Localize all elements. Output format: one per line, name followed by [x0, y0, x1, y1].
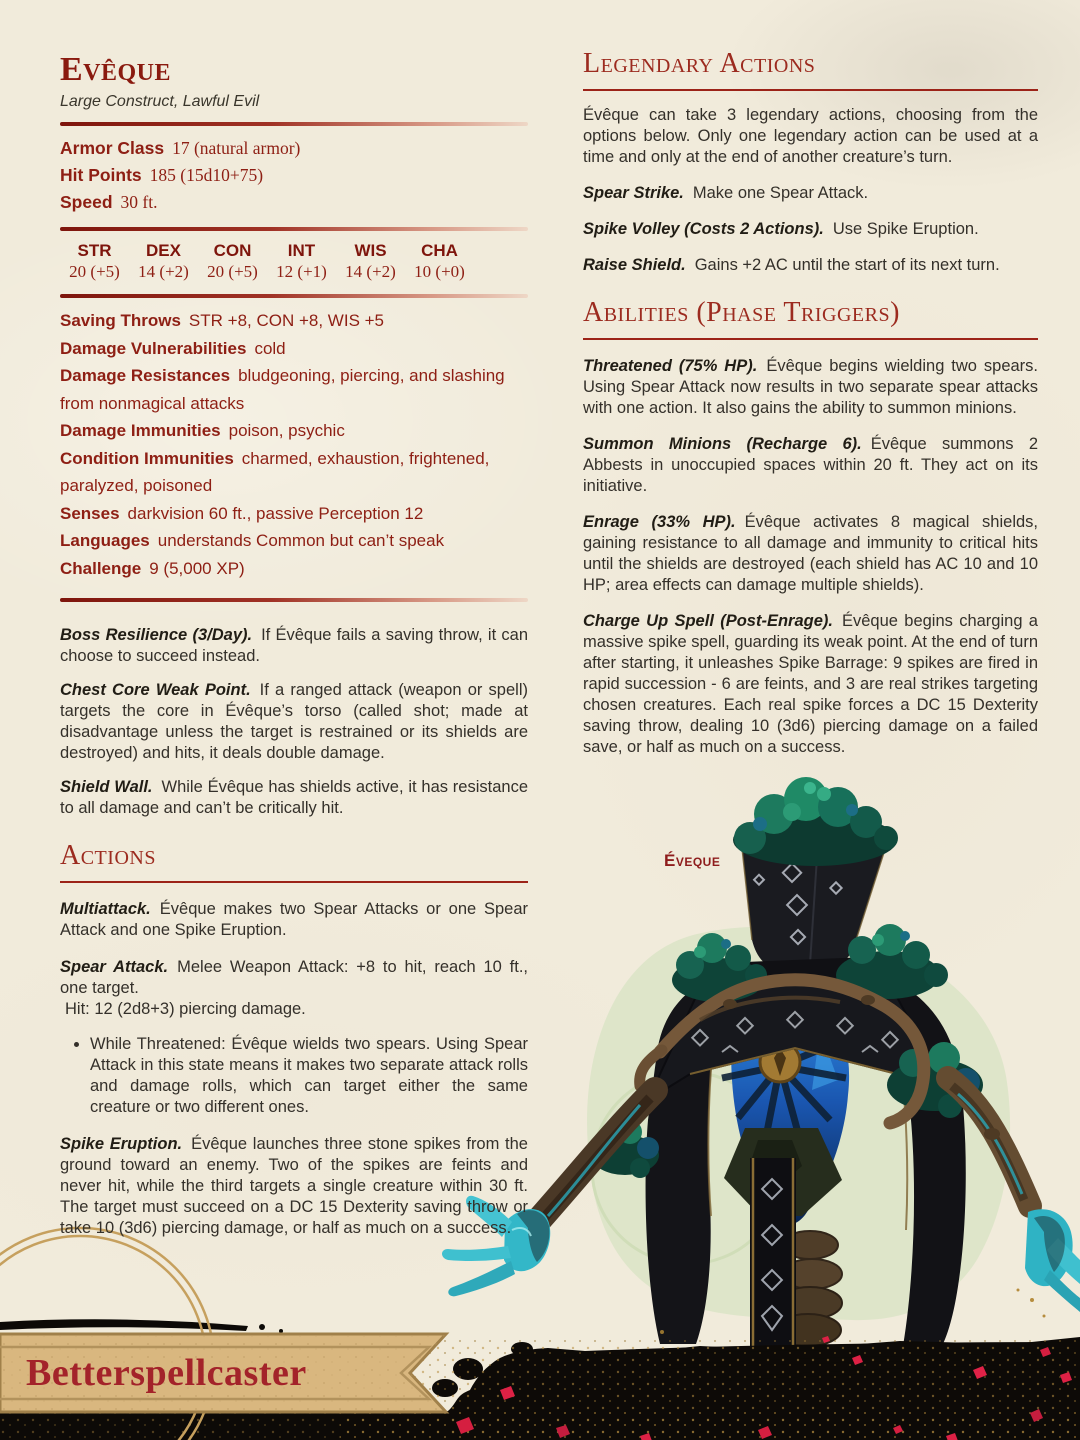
action-spike-eruption: Spike Eruption. Évêque launches three stone spikes from the ground toward an enemy. Two of the spikes are feints and never hit, while the third targets a single creature within 30 ft. The target must succeed on a DC 15 Dexterity saving throw or take 10 (3d6) piercing damage, or half as much on a success. — [60, 1135, 528, 1237]
phase-summon-minions: Summon Minions (Recharge 6). Évêque summons 2 Abbests in unoccupied spaces within 20 ft. They act on its initiative. — [583, 435, 1038, 495]
credit-banner-label: Betterspellcaster — [26, 1352, 307, 1394]
phase-threatened: Threatened (75% HP). Évêque begins wielding two spears. Using Spear Attack now results in two separate spear attacks with one action. It also gains the ability to summon minions. — [583, 357, 1039, 417]
condition-immunities-line: Condition Immunities charmed, exhaustion, frightened, paralyzed, poisoned — [60, 448, 490, 495]
legendary-actions-header: Legendary Actions — [583, 48, 816, 79]
creature-image-label: Éveque — [664, 851, 721, 870]
ability-con: CON 20 (+5) — [207, 241, 258, 281]
section-rule — [583, 89, 1038, 91]
left-column — [60, 52, 528, 1239]
legendary-intro: Évêque can take 3 legendary actions, choosing from the options below. Only one legendary action can be used at a time and only at the end of another creature’s turn. — [583, 106, 1038, 166]
action-spear-attack: Spear Attack. Melee Weapon Attack: +8 to hit, reach 10 ft., one target. Hit: 12 (2d8+3) piercing damage. • While Threatened: Évêque wields two spears. Using Spear Attack in this state means it makes two separate attack rolls and damage rolls, which can target either the same creature or two different ones. — [60, 957, 528, 1118]
armor-class-line: Armor Class 17 (natural armor) — [60, 138, 301, 158]
threatened-note: • While Threatened: Évêque wields two spears. Using Spear Attack in this state means it makes two separate attack rolls and damage rolls, which can target either the same creature or two different ones. — [90, 1034, 528, 1118]
trait-chest-core: Chest Core Weak Point. If a ranged attack (weapon or spell) targets the core in Évêque’s torso (called shot; made at disadvantage unless the target is restrained or its shields are destroyed) and hits, it deals double damage. — [60, 681, 528, 762]
senses-line: Senses darkvision 60 ft., passive Perception 12 — [60, 503, 424, 523]
phase-abilities-header: Abilities (Phase Triggers) — [583, 297, 900, 328]
tapered-divider — [60, 294, 528, 298]
ability-dex: DEX 14 (+2) — [138, 241, 189, 281]
phase-charge-up-spell: Charge Up Spell (Post-Enrage). Évêque begins charging a massive spike spell, guarding its weak point. At the end of turn after starting, it unleashes Spike Barrage: 9 spikes are fired in rapid succession - 6 are feints, and 3 are real strikes targeting chosen creatures. Each real spike forces a DC 15 Dexterity saving throw, dealing 10 (3d6) piercing damage on a failed save, or half as much on a success. — [583, 612, 1038, 756]
actions-header: Actions — [60, 840, 156, 871]
runic-stole — [750, 1158, 796, 1354]
saving-throws-line: Saving Throws STR +8, CON +8, WIS +5 — [60, 311, 385, 330]
ability-wis: WIS 14 (+2) — [345, 241, 396, 281]
spear-attack-hit-line: Hit: 12 (2d8+3) piercing damage. — [65, 1000, 306, 1018]
tapered-divider — [60, 598, 528, 602]
challenge-line: Challenge 9 (5,000 XP) — [60, 558, 245, 578]
spear-attack-notes — [60, 1034, 528, 1118]
legendary-spear-strike: Spear Strike. Make one Spear Attack. — [583, 184, 869, 202]
hit-points-line: Hit Points 185 (15d10+75) — [60, 165, 264, 185]
legendary-spike-volley: Spike Volley (Costs 2 Actions). Use Spike Eruption. — [583, 220, 979, 238]
moss-cap — [733, 777, 898, 866]
action-multiattack: Multiattack. Évêque makes two Spear Attacks or one Spear Attack and one Spike Eruption. — [60, 900, 528, 939]
tapered-divider — [60, 227, 528, 231]
languages-line: Languages understands Common but can’t speak — [60, 531, 445, 550]
ability-scores — [60, 240, 478, 283]
right-column — [583, 48, 1038, 771]
damage-immunities-line: Damage Immunities poison, psychic — [60, 421, 345, 440]
ability-int: INT 12 (+1) — [276, 241, 327, 281]
creature-name: Evêque — [60, 51, 172, 88]
damage-resistances-line: Damage Resistances bludgeoning, piercing, and slashing from nonmagical attacks — [60, 366, 505, 413]
property-list — [60, 307, 528, 582]
speed-line: Speed 30 ft. — [60, 192, 158, 212]
damage-vulnerabilities-line: Damage Vulnerabilities cold — [60, 338, 286, 358]
creature-type: Large Construct, Lawful Evil — [60, 93, 260, 110]
ability-str: STR 20 (+5) — [69, 241, 120, 281]
legendary-raise-shield: Raise Shield. Gains +2 AC until the start of its next turn. — [583, 256, 1000, 274]
right-hand — [1025, 1209, 1080, 1312]
ability-cha: CHA 10 (+0) — [414, 241, 465, 281]
section-rule — [60, 881, 528, 883]
trait-shield-wall: Shield Wall. While Évêque has shields active, it has resistance to all damage and can’t be critically hit. — [60, 778, 529, 817]
section-rule — [583, 338, 1038, 340]
tapered-divider — [60, 122, 528, 126]
traits-section — [60, 625, 528, 819]
trait-boss-resilience: Boss Resilience (3/Day). If Évêque fails a saving throw, it can choose to succeed instead. — [60, 626, 529, 665]
phase-enrage: Enrage (33% HP). Évêque activates 8 magical shields, gaining resistance to all damage and immunity to critical hits until the shields are destroyed (each shield has AC 10 and 10 HP; area effects can damage multiple shields). — [583, 513, 1039, 594]
